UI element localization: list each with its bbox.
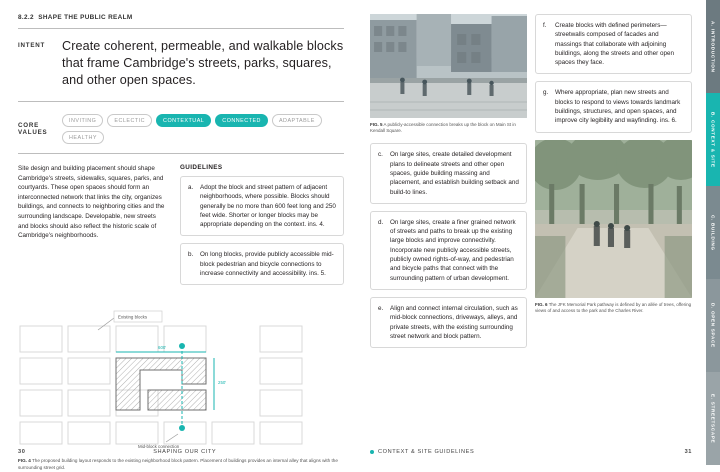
guideline-letter: e. <box>378 304 384 312</box>
section-title: SHAPE THE PUBLIC REALM <box>38 14 133 21</box>
core-values-label: CORE VALUES <box>18 122 48 136</box>
figure-6-number: FIG. 6 <box>535 301 548 307</box>
guideline-letter: d. <box>378 218 384 226</box>
right-columns <box>370 14 692 438</box>
footer-dot-icon <box>370 450 374 454</box>
core-values-block <box>18 102 344 153</box>
guideline-letter: c. <box>378 151 383 159</box>
right-column-1 <box>370 14 527 438</box>
intent-label: INTENT <box>18 42 46 49</box>
body-column <box>18 164 168 292</box>
diagram-svg <box>18 302 344 452</box>
figure-5-photo <box>370 14 527 118</box>
figure-5-text: A publicly-accessible connection breaks up the block on Main St in Kendall Square. <box>370 122 516 134</box>
guideline-text: Align and connect internal circulation, such as mid-block connections, driveways, alleys, and private streets, with the existing surrounding street network and block pattern. <box>390 304 518 340</box>
guideline-text: On large sites, create a finer grained network of streets and paths to break up the existing large blocks and improve connectivity. Incorporate new publicly accessible streets, publicly owned rights-of-way, and pedestrian and bicycle paths that connect with the surrounding pattern of urban development. <box>390 218 516 282</box>
left-page-number: 30 <box>18 449 26 455</box>
core-value-contextual[interactable]: CONTEXTUAL <box>156 114 211 127</box>
svg-text:Mid-block connection: Mid-block connection <box>138 444 180 450</box>
figure-4-number: FIG. 4 <box>18 458 31 464</box>
left-page <box>0 0 360 470</box>
section-number: 8.2.2 <box>18 14 34 21</box>
guideline-letter: a. <box>188 184 194 191</box>
guideline-ref: ins. 4. <box>307 221 325 229</box>
guideline-letter: g. <box>543 89 549 97</box>
right-page-footer <box>370 449 692 455</box>
core-values-pills <box>62 114 344 144</box>
guideline-body: Where appropriate, plan new streets and blocks to respond to views towards landmark buildings, structures, and open spaces, and improve city legibility and wayfinding. <box>555 89 681 125</box>
tab-c-building[interactable]: C. BUILDING <box>706 186 720 279</box>
guideline-text: On large sites, create detailed development plans to delineate streets and other open spaces, guide building massing and placement, and establish building setback and build-to lines. <box>390 151 519 196</box>
body-paragraph: Site design and building placement should shape Cambridge's streets, sidewalks, squares, parks, and courtyards. These open spaces should form an interconnected network that links the city, organizes buildings, and connects to neighboring cities and the surrounding landscape. Developable, new streets and blocks should also reflect the historic scale of Cambridge's neighborhoods. <box>18 165 165 240</box>
core-value-inviting[interactable]: INVITING <box>62 114 103 127</box>
tab-e-streetscape[interactable]: E. STREETSCAPE <box>706 372 720 465</box>
right-footer-title: CONTEXT & SITE GUIDELINES <box>378 449 475 455</box>
guideline-text: Create blocks with defined perimeters—streetwalls composed of facades and massings that collaborate with adjoining buildings, along the streets and other open spaces they face. <box>555 22 675 67</box>
svg-text:600': 600' <box>158 345 167 351</box>
core-value-healthy[interactable]: HEALTHY <box>62 131 104 144</box>
right-column-2 <box>535 14 692 438</box>
guideline-ref: ins. 6. <box>660 117 677 125</box>
guidelines-heading: GUIDELINES <box>180 164 223 171</box>
figure-4-text: The proposed building layout responds to the existing neighborhood block pattern. Placement of buildings provides an internal alley that aligns with the surrounding street grid. <box>18 458 338 470</box>
guideline-text <box>200 250 336 278</box>
tab-b-context-site[interactable]: B. CONTEXT & SITE <box>706 93 720 186</box>
right-page-number: 31 <box>684 449 692 455</box>
guideline-letter: b. <box>188 251 194 259</box>
svg-text:Existing blocks: Existing blocks <box>118 314 148 320</box>
guideline-item-a <box>180 176 344 236</box>
photo-5-art <box>370 14 527 118</box>
intent-block <box>18 29 344 89</box>
guideline-item-d <box>370 211 527 290</box>
tab-d-open-space[interactable]: D. OPEN SPACE <box>706 279 720 372</box>
guidelines-column <box>180 164 344 292</box>
guideline-item-g <box>535 81 692 132</box>
chapter-tab-rail <box>706 0 720 465</box>
core-value-adaptable[interactable]: ADAPTABLE <box>272 114 322 127</box>
guideline-body: Adopt the block and street pattern of adjacent neighborhoods, where possible. Blocks should generally be no more than 600 feet long and 250 feet wide. Shorter or longer blocks may be appropriate depending on the context. <box>200 184 336 229</box>
intent-statement: Create coherent, permeable, and walkable blocks that frame Cambridge's streets, parks, squares, and other open spaces. <box>62 39 344 87</box>
core-value-eclectic[interactable]: ECLECTIC <box>107 114 152 127</box>
svg-text:250': 250' <box>218 380 227 386</box>
left-page-footer <box>18 449 344 455</box>
guideline-item-e <box>370 297 527 348</box>
block-pattern-diagram <box>18 302 344 470</box>
figure-6-text: The JFK Memorial Park pathway is defined by an allée of trees, offering views of and access to the park and the Charles River. <box>535 301 692 313</box>
figure-6-photo <box>535 140 692 298</box>
guideline-text <box>555 88 684 125</box>
photo-6-art <box>535 140 692 298</box>
tab-a-introduction[interactable]: A. INTRODUCTION <box>706 0 720 93</box>
right-page <box>360 0 720 465</box>
section-heading <box>18 14 344 21</box>
guideline-item-c <box>370 143 527 203</box>
guideline-text <box>200 183 336 229</box>
content-columns <box>18 154 344 292</box>
left-footer-title: SHAPING OUR CITY <box>153 449 217 455</box>
guideline-item-f <box>535 14 692 74</box>
guideline-item-b <box>180 243 344 285</box>
guideline-ref: ins. 5. <box>309 270 326 278</box>
figure-6-caption <box>535 302 692 314</box>
figure-5-number: FIG. 5 <box>370 122 383 127</box>
core-value-connected[interactable]: CONNECTED <box>215 114 268 127</box>
figure-5-caption <box>370 122 527 134</box>
guideline-body: On long blocks, provide publicly accessible mid-block pedestrian and bicycle connections to increase connectivity and accessibility. <box>200 251 334 278</box>
guideline-letter: f. <box>543 22 547 29</box>
